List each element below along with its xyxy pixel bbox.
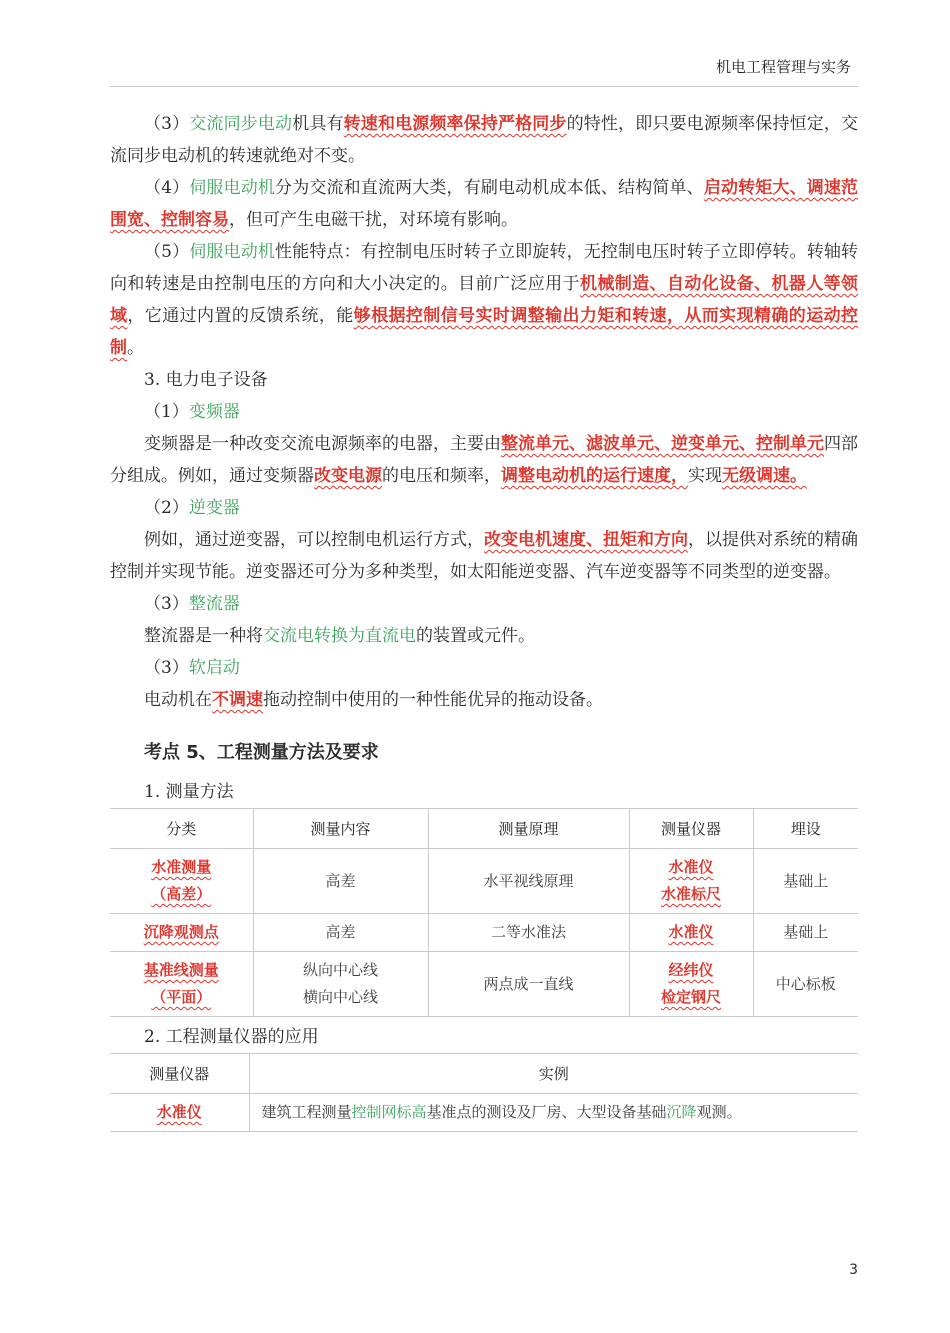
column-header: 埋设	[753, 809, 858, 849]
column-header: 测量仪器	[629, 809, 753, 849]
table-header-row	[110, 1054, 858, 1094]
page-content	[110, 108, 858, 1132]
section-heading-survey: 考点 5、工程测量方法及要求	[144, 742, 379, 763]
table-cell: 两点成一直线	[428, 952, 629, 1017]
section-power-electronics: 3. 电力电子设备	[144, 370, 268, 390]
item-frequency-converter: （1）变频器	[144, 402, 240, 422]
header-title: 机电工程管理与实务	[715, 58, 851, 76]
table-header-row	[110, 809, 858, 849]
table-row	[110, 914, 858, 952]
table-row	[110, 952, 858, 1017]
table-cell: 基础上	[753, 849, 858, 914]
paragraph-inverter: 例如，通过逆变器，可以控制电机运行方式，改变电机速度、扭矩和方向，以提供对系统的精确控制并实现节能。逆变器还可分为多种类型，如太阳能逆变器、汽车逆变器等不同类型的逆变器。	[110, 530, 858, 582]
header-divider	[110, 86, 858, 87]
table-cell: 水准仪 水准标尺	[629, 849, 753, 914]
paragraph-soft-starter: 电动机在不调速拖动控制中使用的一种性能优异的拖动设备。	[144, 690, 603, 710]
table-cell: 中心标板	[753, 952, 858, 1017]
column-header: 测量内容	[253, 809, 428, 849]
table-cell: 建筑工程测量控制网标高基准点的测设及厂房、大型设备基础沉降观测。	[249, 1094, 858, 1132]
table-cell: 沉降观测点	[110, 914, 253, 952]
survey-methods-table	[110, 808, 858, 1017]
item-inverter: （2）逆变器	[144, 498, 240, 518]
paragraph-frequency-converter: 变频器是一种改变交流电源频率的电器，主要由整流单元、滤波单元、逆变单元、控制单元四部分组成。例如，通过变频器改变电源的电压和频率，调整电动机的运行速度，实现无级调速。	[110, 434, 858, 486]
table-row	[110, 849, 858, 914]
table-cell: 基准线测量 （平面）	[110, 952, 253, 1017]
paragraph-servo-motor-types: （4）伺服电动机分为交流和直流两大类，有刷电动机成本低、结构简单、启动转矩大、调速范围宽、控制容易，但可产生电磁干扰，对环境有影响。	[110, 178, 859, 230]
paragraph-rectifier: 整流器是一种将交流电转换为直流电的装置或元件。	[144, 626, 535, 646]
table-cell: 基础上	[753, 914, 858, 952]
column-header: 实例	[249, 1054, 858, 1094]
table-cell: 高差	[253, 914, 428, 952]
table-cell: 二等水准法	[428, 914, 629, 952]
column-header: 分类	[110, 809, 253, 849]
paragraph-sync-motor: （3）交流同步电动机具有转速和电源频率保持严格同步的特性，即只要电源频率保持恒定，交流同步电动机的转速就绝对不变。	[110, 114, 859, 166]
instrument-application-table	[110, 1053, 858, 1132]
item-rectifier: （3）整流器	[144, 594, 240, 614]
page-number: 3	[849, 1262, 858, 1278]
table-cell: 水平视线原理	[428, 849, 629, 914]
table-cell: 水准仪	[629, 914, 753, 952]
column-header: 测量原理	[428, 809, 629, 849]
table-cell: 水准仪	[110, 1094, 249, 1132]
column-header: 测量仪器	[110, 1054, 249, 1094]
subheading-instrument-application: 2. 工程测量仪器的应用	[144, 1027, 319, 1047]
table-row	[110, 1094, 858, 1132]
table-cell: 纵向中心线 横向中心线	[253, 952, 428, 1017]
paragraph-servo-motor-features: （5）伺服电动机性能特点：有控制电压时转子立即旋转，无控制电压时转子立即停转。转轴转向和转速是由控制电压的方向和大小决定的。目前广泛应用于机械制造、自动化设备、机器人等领域，它通过内置的反馈系统，能够根据控制信号实时调整输出力矩和转速，从而实现精确的运动控制。	[110, 242, 859, 358]
subheading-survey-methods: 1. 测量方法	[144, 782, 234, 802]
item-soft-starter: （3）软启动	[144, 658, 240, 678]
table-cell: 水准测量 （高差）	[110, 849, 253, 914]
table-cell: 经纬仪 检定钢尺	[629, 952, 753, 1017]
table-cell: 高差	[253, 849, 428, 914]
